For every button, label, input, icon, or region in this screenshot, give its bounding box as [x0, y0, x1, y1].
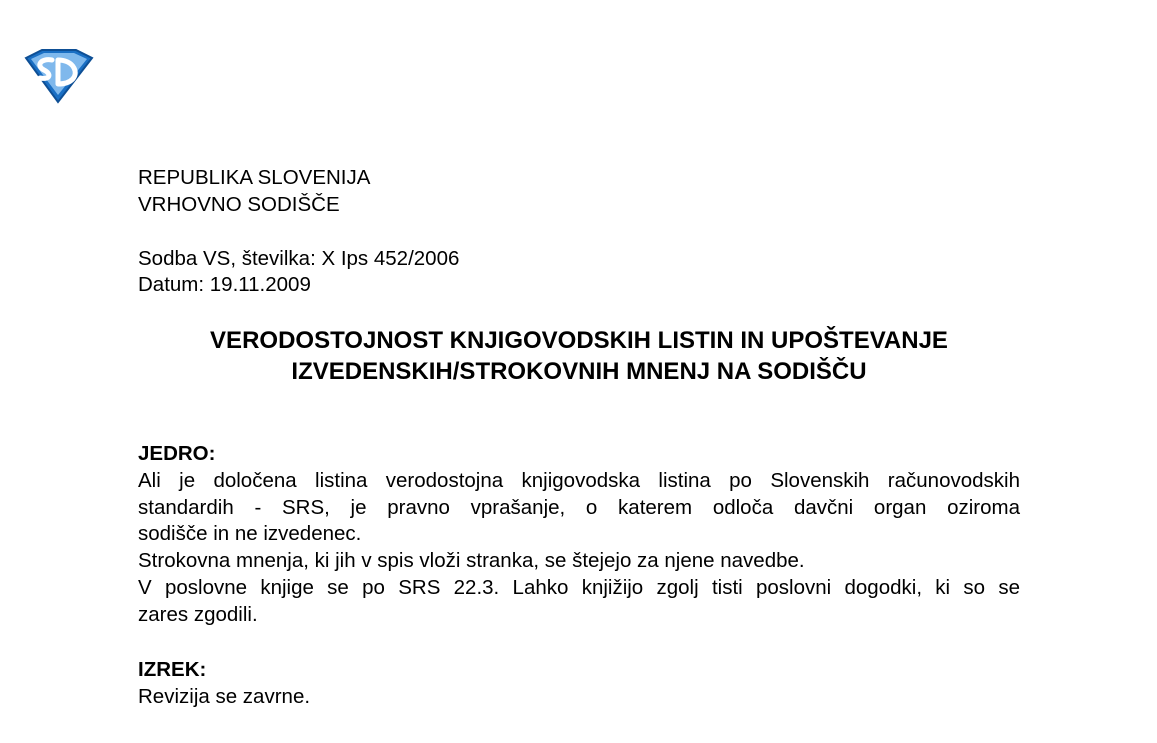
jedro-p1-line-1: Ali je določena listina verodostojna knjigovodska listina po Slovenskih računovodskih [138, 469, 1020, 492]
court-logo [22, 48, 96, 104]
jedro-paragraph-2: Strokovna mnenja, ki jih v spis vloži stranka, se štejejo za njene navedbe. [138, 549, 805, 572]
jedro-paragraph-1 [138, 468, 1020, 548]
case-number: Sodba VS, številka: X Ips 452/2006 [138, 247, 460, 270]
court-name: VRHOVNO SODIŠČE [138, 193, 340, 216]
document-title-line-1: VERODOSTOJNOST KNJIGOVODSKIH LISTIN IN UPOŠTEVANJE [210, 327, 948, 354]
izrek-heading: IZREK: [138, 658, 207, 681]
document-title-line-2: IZVEDENSKIH/STROKOVNIH MNENJ NA SODIŠČU [291, 358, 867, 385]
jedro-p1-line-3: sodišče in ne izvedenec. [138, 522, 362, 545]
jedro-p1-line-2: standardih - SRS, je pravno vprašanje, o katerem odloča davčni organ oziroma [138, 495, 1020, 519]
jedro-p3-line-1: V poslovne knjige se po SRS 22.3. Lahko knjižijo zgolj tisti poslovni dogodki, ki so se [138, 576, 1020, 599]
country-name: REPUBLIKA SLOVENIJA [138, 166, 371, 189]
izrek-text: Revizija se zavrne. [138, 685, 311, 708]
case-date: Datum: 19.11.2009 [138, 273, 311, 296]
jedro-heading: JEDRO: [138, 442, 216, 465]
jedro-p3-line-2: zares zgodili. [138, 602, 258, 626]
jedro-paragraph-3 [138, 575, 1020, 628]
